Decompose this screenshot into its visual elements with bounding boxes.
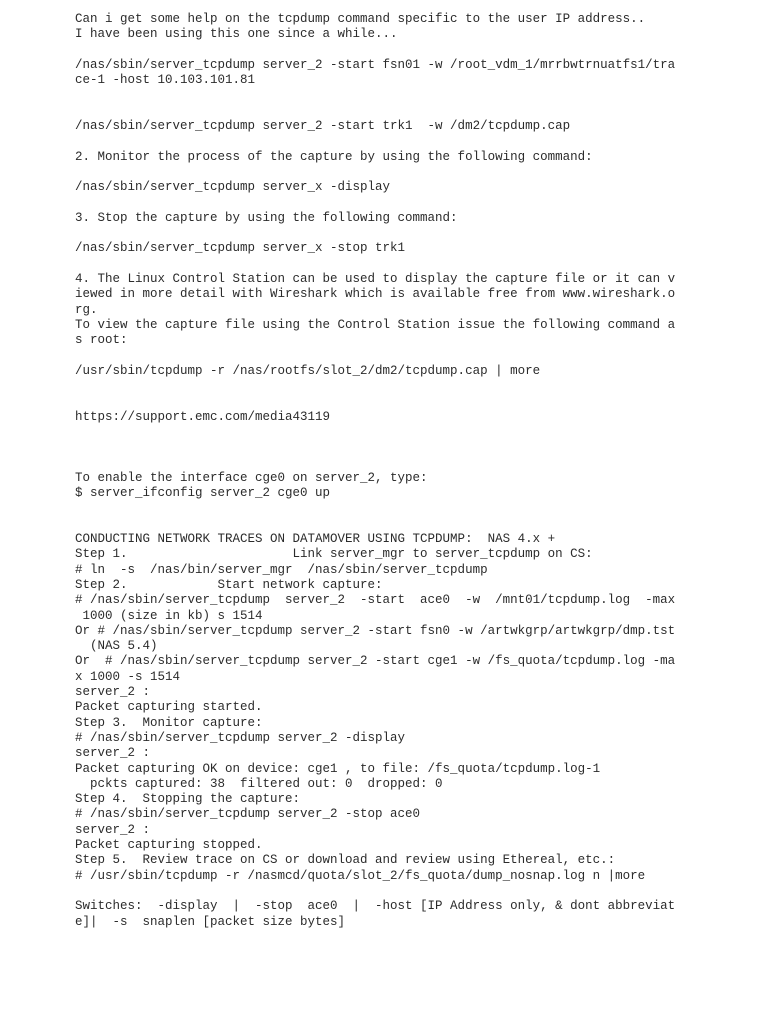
text-line: $ server_ifconfig server_2 cge0 up: [75, 486, 331, 501]
text-line: Step 3. Monitor capture:: [75, 715, 263, 730]
text-line: server_2 :: [75, 746, 151, 761]
text-line: /nas/sbin/server_tcpdump server_x -display: [75, 180, 391, 195]
text-line: [75, 165, 755, 180]
text-line: 1000 (size in kb) s 1514: [75, 608, 263, 623]
text-line: /nas/sbin/server_tcpdump server_x -stop trk1: [75, 241, 406, 256]
text-line: # /nas/sbin/server_tcpdump server_2 -stop ace0: [75, 807, 421, 822]
text-line: [75, 394, 755, 409]
text-line: I have been using this one since a while...: [75, 27, 398, 42]
text-line: Or # /nas/sbin/server_tcpdump server_2 -start cge1 -w /fs_quota/tcpdump.log -ma: [75, 654, 676, 669]
text-line: Step 2. Start network capture:: [75, 577, 383, 592]
text-line: [75, 104, 755, 119]
text-line: 2. Monitor the process of the capture by using the following command:: [75, 149, 593, 164]
text-line: x 1000 -s 1514: [75, 669, 181, 684]
document-text: [75, 12, 755, 930]
text-line: [75, 88, 755, 103]
text-line: iewed in more detail with Wireshark which is available free from www.wireshark.o: [75, 287, 676, 302]
text-line: [75, 425, 755, 440]
text-line: pckts captured: 38 filtered out: 0 dropped: 0: [75, 776, 443, 791]
text-line: # ln -s /nas/bin/server_mgr /nas/sbin/server_tcpdump: [75, 562, 488, 577]
text-line: [75, 226, 755, 241]
text-line: [75, 517, 755, 532]
text-line: [75, 43, 755, 58]
text-line: [75, 456, 755, 471]
text-line: Step 5. Review trace on CS or download and review using Ethereal, etc.:: [75, 853, 616, 868]
text-line: # /nas/sbin/server_tcpdump server_2 -display: [75, 730, 406, 745]
text-line: Packet capturing started.: [75, 700, 263, 715]
text-line: Packet capturing stopped.: [75, 838, 263, 853]
text-line: To enable the interface cge0 on server_2, type:: [75, 470, 428, 485]
text-line: server_2 :: [75, 685, 151, 700]
text-line: [75, 196, 755, 211]
text-line: Step 4. Stopping the capture:: [75, 792, 301, 807]
text-line: CONDUCTING NETWORK TRACES ON DATAMOVER USING TCPDUMP: NAS 4.x +: [75, 532, 556, 547]
text-line: 3. Stop the capture by using the following command:: [75, 210, 458, 225]
text-line: [75, 257, 755, 272]
text-line: /usr/sbin/tcpdump -r /nas/rootfs/slot_2/dm2/tcpdump.cap | more: [75, 363, 541, 378]
text-line: [75, 134, 755, 149]
text-line: Switches: -display | -stop ace0 | -host [IP Address only, & dont abbreviat: [75, 899, 676, 914]
text-line: 4. The Linux Control Station can be used to display the capture file or it can v: [75, 272, 676, 287]
text-line: # /nas/sbin/server_tcpdump server_2 -start ace0 -w /mnt01/tcpdump.log -max: [75, 593, 676, 608]
text-line: ce-1 -host 10.103.101.81: [75, 73, 256, 88]
text-line: s root:: [75, 333, 128, 348]
text-line: [75, 440, 755, 455]
text-line: /nas/sbin/server_tcpdump server_2 -start fsn01 -w /root_vdm_1/mrrbwtrnuatfs1/tra: [75, 57, 676, 72]
text-line: Step 1. Link server_mgr to server_tcpdump on CS:: [75, 547, 593, 562]
text-line: [75, 379, 755, 394]
text-line: [75, 502, 755, 517]
text-line: Can i get some help on the tcpdump command specific to the user IP address..: [75, 12, 646, 26]
text-line: e]| -s snaplen [packet size bytes]: [75, 914, 346, 929]
text-line: Packet capturing OK on device: cge1 , to file: /fs_quota/tcpdump.log-1: [75, 761, 601, 776]
text-line: [75, 884, 755, 899]
text-line: (NAS 5.4): [75, 639, 158, 654]
text-line: [75, 349, 755, 364]
text-line: To view the capture file using the Control Station issue the following command a: [75, 317, 676, 332]
text-line: server_2 :: [75, 822, 151, 837]
text-line: # /usr/sbin/tcpdump -r /nasmcd/quota/slot_2/fs_quota/dump_nosnap.log n |more: [75, 868, 646, 883]
text-line: /nas/sbin/server_tcpdump server_2 -start trk1 -w /dm2/tcpdump.cap: [75, 119, 571, 134]
text-line: Or # /nas/sbin/server_tcpdump server_2 -start fsn0 -w /artwkgrp/artwkgrp/dmp.tst: [75, 623, 676, 638]
text-line: https://support.emc.com/media43119: [75, 409, 331, 424]
text-line: rg.: [75, 302, 98, 317]
